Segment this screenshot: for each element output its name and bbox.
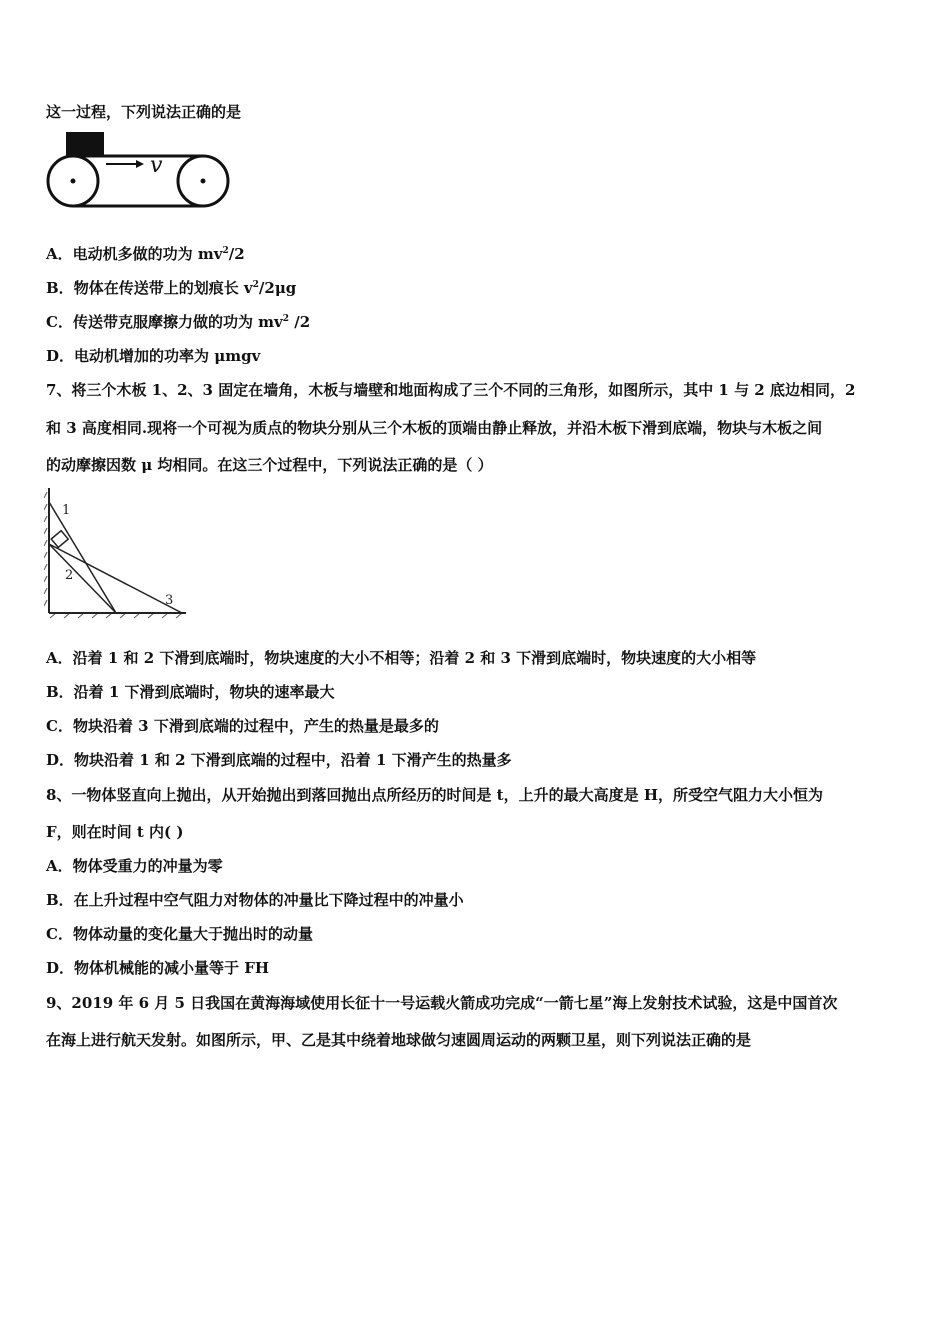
q8-stem-line-1: 8、一物体竖直向上抛出，从开始抛出到落回抛出点所经历的时间是 t，上升的最大高度是 H，所受空气阻力大小恒为 <box>46 786 823 804</box>
q6-option-c[interactable]: C．传送带克服摩擦力做的功为 $mv^2$ /2 <box>46 313 311 331</box>
q7-stem-line-1: 7、将三个木板 1、2、3 固定在墙角，木板与墙壁和地面构成了三个不同的三角形，如图所示，其中 1 与 2 底边相同，2 <box>46 381 856 399</box>
conveyor-belt-figure <box>44 130 236 212</box>
label-2: 2 <box>65 568 74 583</box>
q6-option-a[interactable]: A．电动机多做的功为 $mv^2/2$ <box>46 245 245 263</box>
q7-option-b[interactable]: B．沿着 1 下滑到底端时，物块的速率最大 <box>46 683 335 701</box>
q6-option-b[interactable]: B．物体在传送带上的划痕长 $v^2/2\mu g$ <box>46 279 297 297</box>
inclined-boards-figure <box>44 486 194 620</box>
q9-stem-line-1: 9、2019 年 6 月 5 日我国在黄海海域使用长征十一号运载火箭成功完成“一箭七星”海上发射技术试验，这是中国首次 <box>46 994 838 1012</box>
label-3: 3 <box>165 593 174 608</box>
velocity-label: v <box>150 153 163 178</box>
board-1 <box>49 502 116 613</box>
q9-stem-line-2: 在海上进行航天发射。如图所示，甲、乙是其中绕着地球做匀速圆周运动的两颗卫星，则下列说法正确的是 <box>46 1031 752 1049</box>
q7-option-a[interactable]: A．沿着 1 和 2 下滑到底端时，物块速度的大小不相等；沿着 2 和 3 下滑到底端时，物块速度的大小相等 <box>46 649 757 667</box>
q7-option-c[interactable]: C．物块沿着 3 下滑到底端的过程中，产生的热量是最多的 <box>46 717 439 735</box>
small-block <box>51 531 68 548</box>
board-2 <box>49 544 116 613</box>
label-1: 1 <box>62 503 71 518</box>
q8-option-a[interactable]: A．物体受重力的冲量为零 <box>46 857 223 875</box>
q8-option-c[interactable]: C．物体动量的变化量大于抛出时的动量 <box>46 925 313 943</box>
block <box>66 132 104 156</box>
intro-text: 这一过程，下列说法正确的是 <box>46 103 242 121</box>
q7-stem-line-2: 和 3 高度相同.现将一个可视为质点的物块分别从三个木板的顶端由静止释放，并沿木板下滑到底端，物块与木板之间 <box>46 419 823 437</box>
q7-stem-line-3: 的动摩擦因数 μ 均相同。在这三个过程中，下列说法正确的是（ ） <box>46 456 493 474</box>
q8-option-b[interactable]: B．在上升过程中空气阻力对物体的冲量比下降过程中的冲量小 <box>46 891 464 909</box>
q6-option-d[interactable]: D．电动机增加的功率为 μmgv <box>46 347 261 365</box>
q8-option-d[interactable]: D．物体机械能的减小量等于 FH <box>46 959 270 977</box>
q7-option-d[interactable]: D．物块沿着 1 和 2 下滑到底端的过程中，沿着 1 下滑产生的热量多 <box>46 751 512 769</box>
q8-stem-line-2: F，则在时间 t 内( ) <box>46 823 184 841</box>
